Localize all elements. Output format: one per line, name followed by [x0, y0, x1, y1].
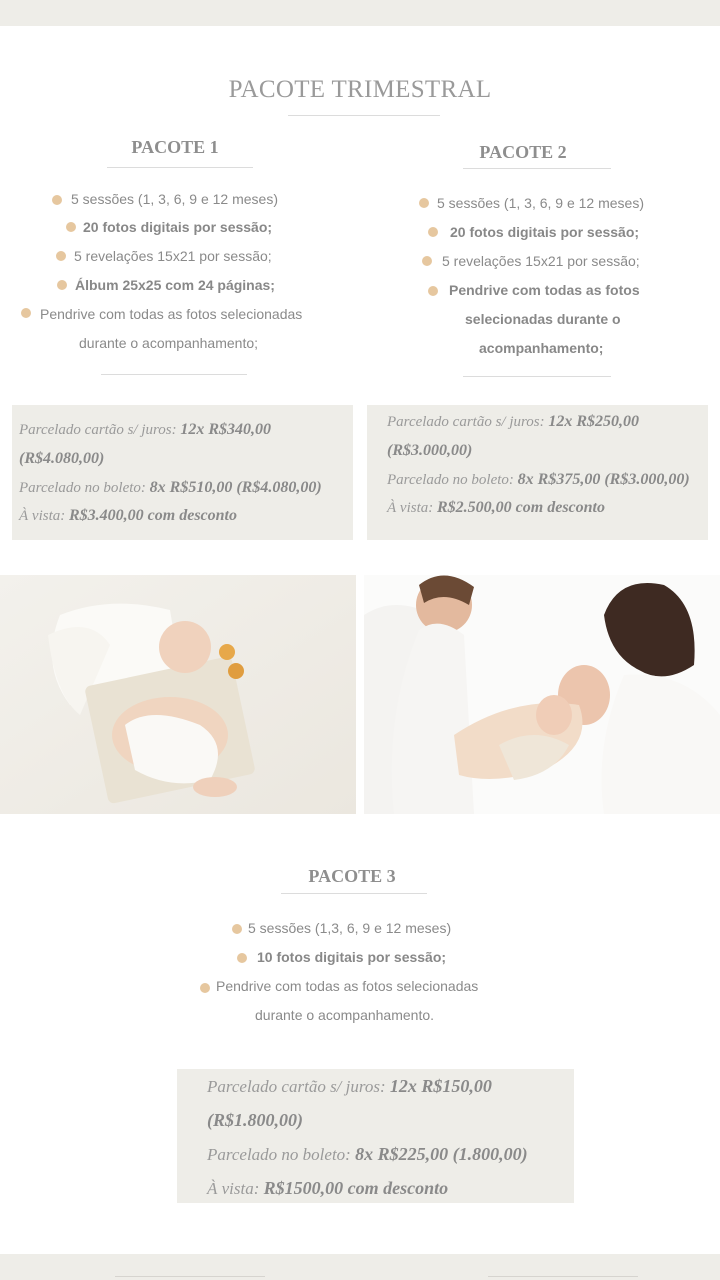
bullet-icon	[232, 924, 242, 934]
top-band	[0, 0, 720, 26]
pacote-2-item: 20 fotos digitais por sessão;	[450, 224, 640, 240]
pacote-2-cash-line: À vista: R$2.500,00 com desconto	[387, 499, 605, 516]
pacote-3-item: 5 sessões (1,3, 6, 9 e 12 meses)	[248, 920, 452, 936]
bottom-band	[0, 1254, 720, 1280]
pacote-1-item: Álbum 25x25 com 24 páginas;	[75, 277, 275, 293]
pacote-2-card-line: Parcelado cartão s/ juros: 12x R$250,00	[387, 413, 640, 430]
bottom-band-line	[488, 1276, 638, 1277]
pacote-2-item: Pendrive com todas as fotos	[449, 282, 640, 298]
pacote-2-item: 5 sessões (1, 3, 6, 9 e 12 meses)	[437, 195, 644, 211]
pacote-1-price-box	[12, 405, 353, 540]
pacote-3-heading: PACOTE 3	[308, 866, 396, 886]
bullet-icon	[57, 280, 67, 290]
pacote-1-card-line: Parcelado cartão s/ juros: 12x R$340,00	[19, 421, 272, 438]
pacote-3-cash-line: À vista: R$1500,00 com desconto	[207, 1178, 449, 1198]
baby-on-blanket-photo	[0, 575, 356, 814]
parents-kissing-newborn-photo	[364, 575, 720, 814]
bullet-icon	[422, 256, 432, 266]
bullet-icon	[66, 222, 76, 232]
bullet-icon	[237, 953, 247, 963]
bullet-icon	[21, 308, 31, 318]
pacote-3-boleto-line: Parcelado no boleto: 8x R$225,00 (1.800,00)	[207, 1144, 528, 1164]
pacote-1-item: 20 fotos digitais por sessão;	[83, 219, 273, 235]
pacote-1-heading-divider	[107, 167, 253, 168]
pacote-1-card-total: (R$4.080,00)	[19, 450, 105, 467]
pacote-1-item: 5 sessões (1, 3, 6, 9 e 12 meses)	[71, 191, 278, 207]
pacote-3-heading-divider	[281, 893, 427, 894]
pacote-1-cash-line: À vista: R$3.400,00 com desconto	[19, 507, 237, 524]
title-divider	[288, 115, 440, 116]
pacote-1-heading: PACOTE 1	[131, 137, 219, 157]
bottom-band-line	[115, 1276, 265, 1277]
bullet-icon	[419, 198, 429, 208]
pacote-1-boleto-line: Parcelado no boleto: 8x R$510,00 (R$4.080,00)	[19, 479, 322, 496]
pacote-1-divider	[101, 374, 247, 375]
pacote-3-item: durante o acompanhamento.	[255, 1007, 435, 1023]
pacote-3-item: 10 fotos digitais por sessão;	[257, 949, 447, 965]
pacote-2-item: selecionadas durante o	[465, 311, 621, 327]
bullet-icon	[200, 983, 210, 993]
pacote-2-item: acompanhamento;	[479, 340, 604, 356]
pacote-3-card-line: Parcelado cartão s/ juros: 12x R$150,00	[207, 1076, 492, 1096]
pacote-3-price-box	[177, 1069, 574, 1203]
pacote-2-heading: PACOTE 2	[479, 142, 567, 162]
pacote-2-item: 5 revelações 15x21 por sessão;	[442, 253, 640, 269]
pacote-2-price-box	[367, 405, 708, 540]
page-title: PACOTE TRIMESTRAL	[228, 76, 492, 103]
pacote-3-card-total: (R$1.800,00)	[207, 1110, 303, 1130]
pacote-2-heading-divider	[463, 168, 611, 169]
bullet-icon	[52, 195, 62, 205]
pacote-2-divider	[463, 376, 611, 377]
pacote-1-item: Pendrive com todas as fotos selecionadas	[40, 306, 303, 322]
pacote-1-item: durante o acompanhamento;	[79, 335, 259, 351]
pacote-2-card-total: (R$3.000,00)	[387, 442, 473, 459]
pacote-1-item: 5 revelações 15x21 por sessão;	[74, 248, 272, 264]
bullet-icon	[428, 286, 438, 296]
bullet-icon	[428, 227, 438, 237]
pacote-3-item: Pendrive com todas as fotos selecionadas	[216, 978, 479, 994]
pacote-2-boleto-line: Parcelado no boleto: 8x R$375,00 (R$3.000,00)	[387, 471, 690, 488]
bullet-icon	[56, 251, 66, 261]
